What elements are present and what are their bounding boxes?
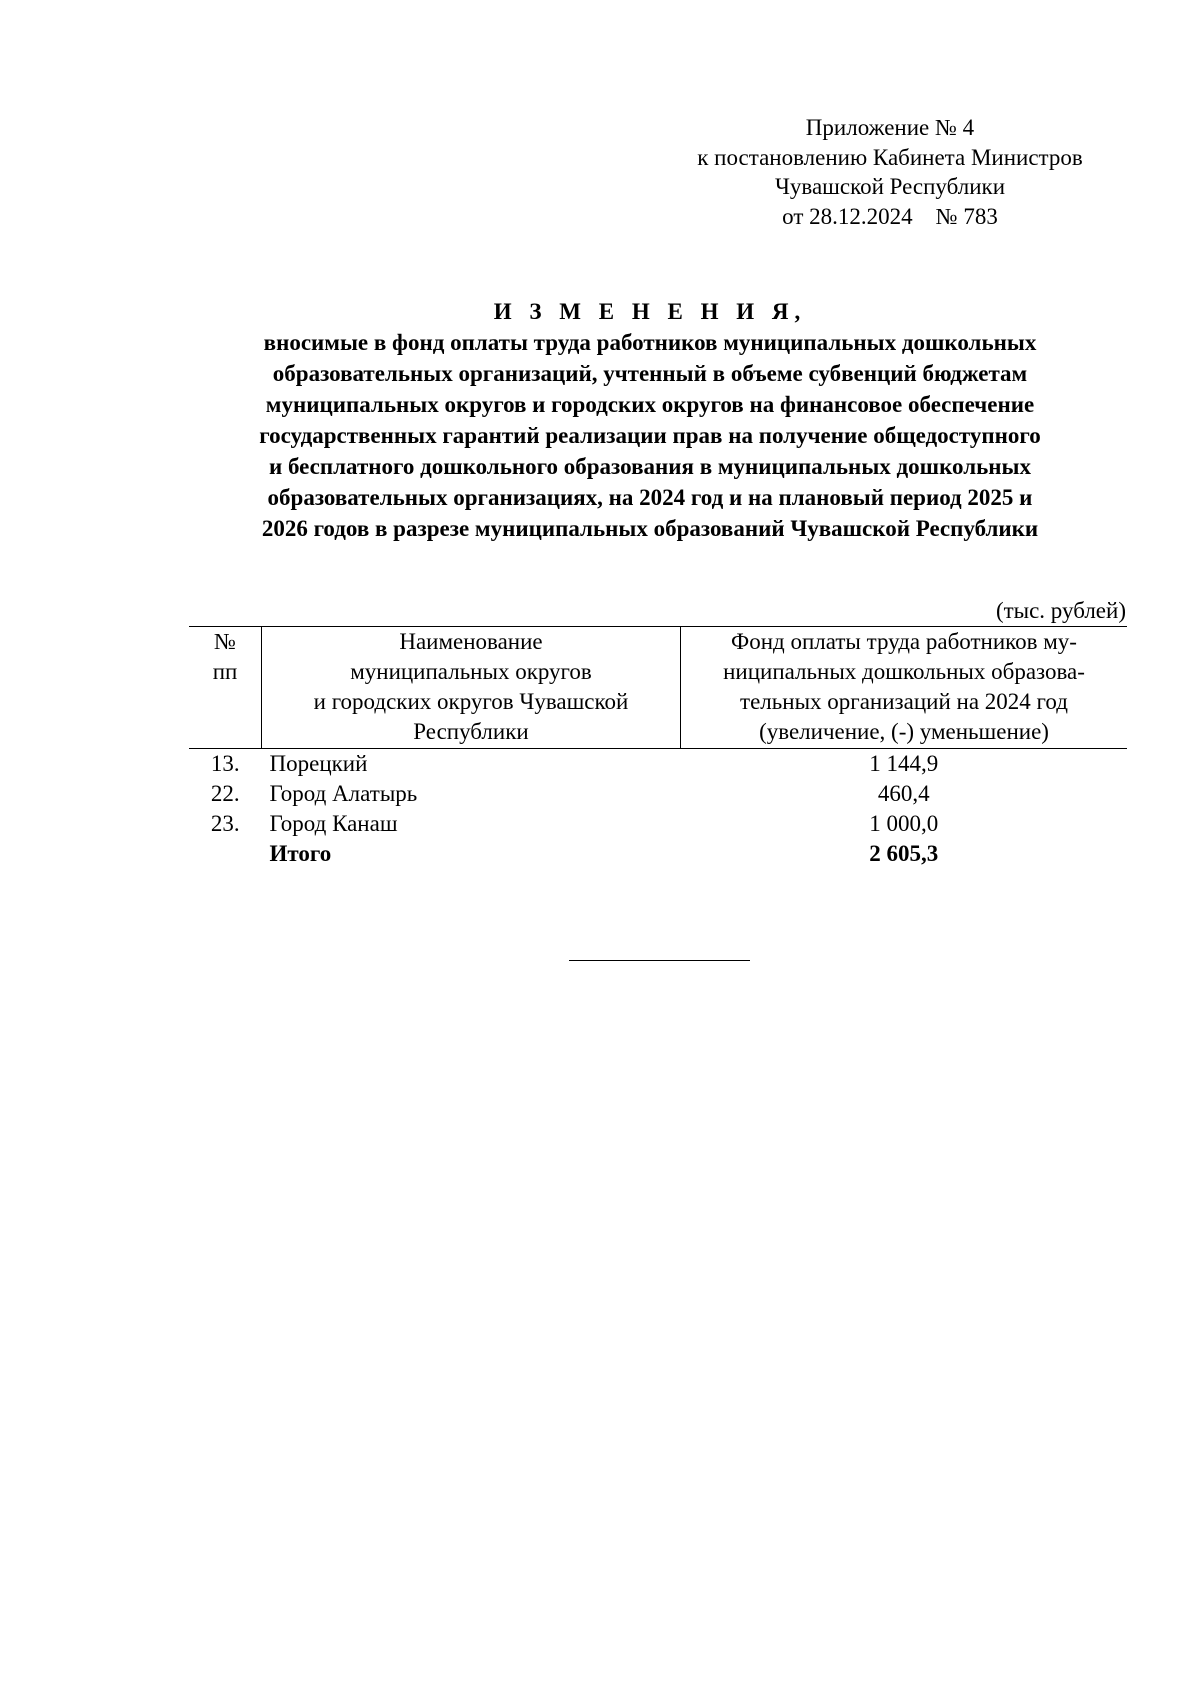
appendix-line: к постановлению Кабинета Министров bbox=[697, 144, 1083, 170]
total-label: Итого bbox=[269, 841, 332, 866]
total-number bbox=[189, 839, 262, 869]
appendix-line: от 28.12.2024 № 783 bbox=[782, 203, 998, 229]
table-row bbox=[189, 809, 1127, 839]
table-row bbox=[189, 779, 1127, 809]
header-number bbox=[189, 627, 262, 749]
units-label: (тыс. рублей) bbox=[995, 598, 1126, 623]
table-row bbox=[189, 749, 1127, 780]
row-value: 1 000,0 bbox=[869, 811, 939, 836]
row-name: Порецкий bbox=[269, 751, 368, 776]
row-value: 460,4 bbox=[877, 781, 930, 806]
heading-line: муниципальных округов и городских округов на финансовое обеспечение bbox=[265, 392, 1035, 417]
header-value bbox=[681, 627, 1128, 749]
row-name: Город Канаш bbox=[269, 811, 398, 836]
header-line: № bbox=[214, 629, 236, 654]
heading-line: и бесплатного дошкольного образования в муниципальных дошкольных bbox=[268, 454, 1031, 479]
end-divider bbox=[569, 960, 750, 961]
header-line: ниципальных дошкольных образова- bbox=[723, 659, 1085, 684]
header-line: (увеличение, (-) уменьшение) bbox=[759, 719, 1049, 744]
header-line: Республики bbox=[413, 719, 529, 744]
row-value: 1 144,9 bbox=[869, 751, 939, 776]
row-number: 23. bbox=[210, 811, 240, 836]
total-value: 2 605,3 bbox=[869, 841, 939, 866]
total-row bbox=[189, 839, 1127, 869]
header-line: пп bbox=[212, 659, 238, 684]
header-line: Фонд оплаты труда работников му- bbox=[731, 629, 1077, 654]
data-table bbox=[189, 626, 1127, 869]
header-line: Наименование bbox=[399, 629, 543, 654]
header-line: муниципальных округов bbox=[350, 659, 592, 684]
document-title: И З М Е Н Е Н И Я, bbox=[493, 299, 807, 324]
appendix-line: Приложение № 4 bbox=[805, 115, 975, 140]
heading-line: государственных гарантий реализации прав на получение общедоступного bbox=[259, 423, 1041, 448]
heading-line: 2026 годов в разрезе муниципальных образований Чувашской Республики bbox=[261, 516, 1039, 541]
appendix-reference bbox=[640, 113, 1140, 231]
heading-line: образовательных организациях, на 2024 год и на плановый период 2025 и bbox=[267, 485, 1033, 510]
header-line: тельных организаций на 2024 год bbox=[740, 689, 1068, 714]
row-number: 13. bbox=[210, 751, 240, 776]
row-number: 22. bbox=[210, 781, 240, 806]
header-line: и городских округов Чувашской bbox=[313, 689, 629, 714]
heading-line: вносимые в фонд оплаты труда работников муниципальных дошкольных bbox=[263, 330, 1037, 355]
table-header-row bbox=[189, 627, 1127, 749]
row-name: Город Алатырь bbox=[269, 781, 418, 806]
appendix-line: Чувашской Республики bbox=[774, 174, 1006, 199]
document-heading bbox=[190, 296, 1110, 544]
header-name bbox=[262, 627, 681, 749]
heading-line: образовательных организаций, учтенный в объеме субвенций бюджетам bbox=[272, 361, 1028, 386]
